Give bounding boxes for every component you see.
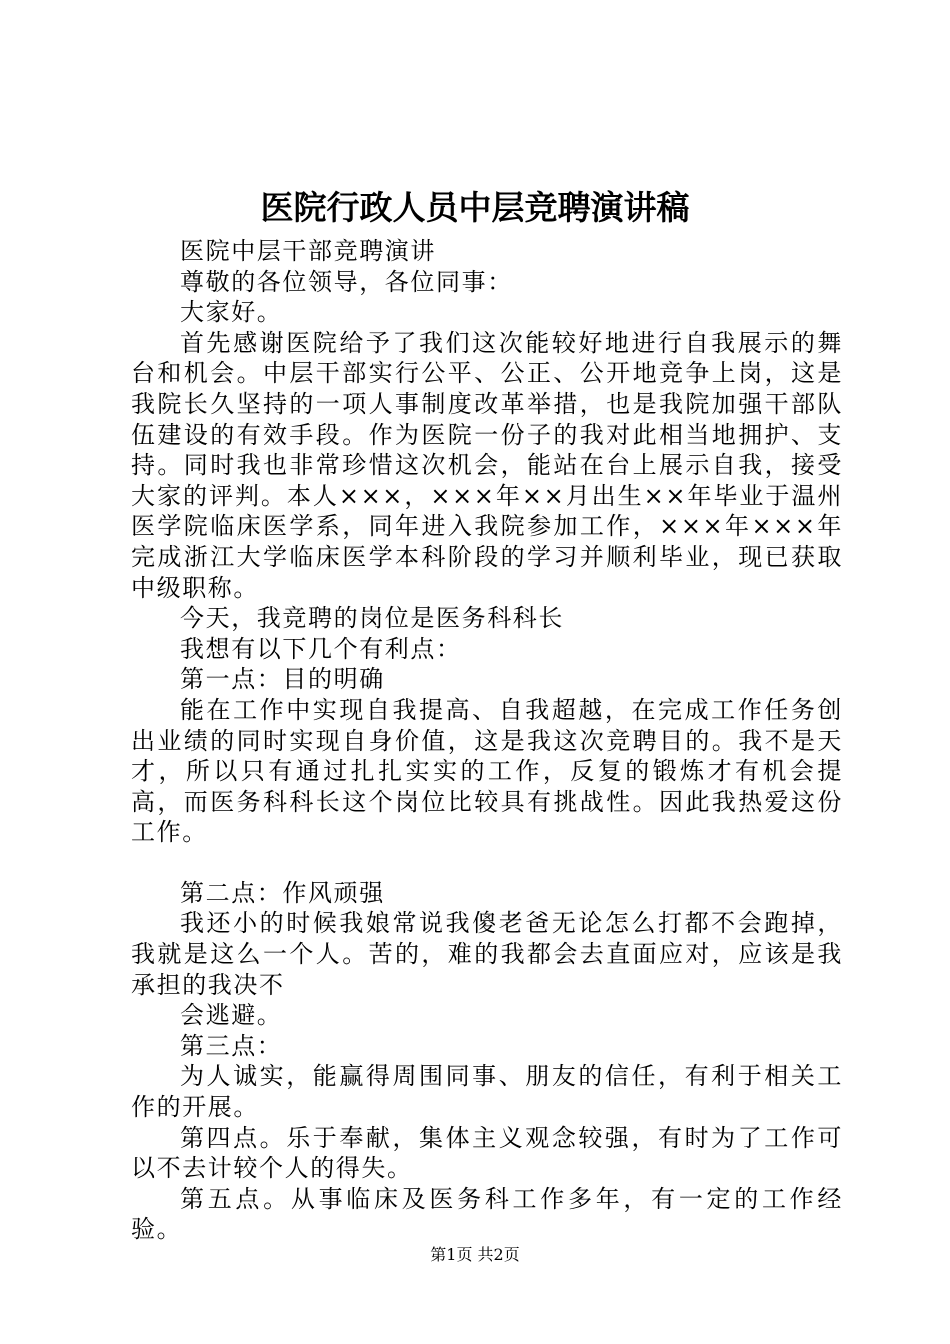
paragraph-point-five: 第五点。从事临床及医务科工作多年，有一定的工作经验。 <box>131 1184 843 1244</box>
paragraph-point-two-heading: 第二点：作风顽强 <box>180 878 385 907</box>
paragraph-point-four: 第四点。乐于奉献，集体主义观念较强，有时为了工作可以不去计较个人的得失。 <box>131 1123 843 1183</box>
paragraph-subtitle: 医院中层干部竞聘演讲 <box>180 237 436 265</box>
paragraph-introduction: 首先感谢医院给予了我们这次能较好地进行自我展示的舞台和机会。中层干部实行公平、公正、公开地竞争上岗，这是我院长久坚持的一项人事制度改革举措，也是我院加强干部队伍建设的有效手段。作为医院一份子的我对此相当地拥护、支持。同时我也非常珍惜这次机会，能站在台上展示自我，接受大家的评判。本人×××，×××年××月出生××年毕业于温州医学院临床医学系，同年进入我院参加工作，×××年×××年完成浙江大学临床医学本科阶段的学习并顺利毕业，现已获取中级职称。 <box>131 328 843 602</box>
paragraph-salutation: 尊敬的各位领导，各位同事： <box>180 267 513 296</box>
paragraph-point-two-body: 我还小的时候我娘常说我傻老爸无论怎么打都不会跑掉，我就是这么一个人。苦的，难的我都会去直面应对，应该是我承担的我决不 <box>131 909 843 999</box>
paragraph-point-three-heading: 第三点： <box>180 1031 283 1060</box>
document-title: 医院行政人员中层竞聘演讲稿 <box>260 188 690 227</box>
paragraph-greeting: 大家好。 <box>180 298 283 327</box>
page-indicator: 第1页 共2页 <box>430 1245 520 1264</box>
paragraph-point-one-heading: 第一点：目的明确 <box>180 665 385 694</box>
paragraph-point-one-body: 能在工作中实现自我提高、自我超越，在完成工作任务创出业绩的同时实现自身价值，这是我这次竞聘目的。我不是天才，所以只有通过扎扎实实的工作，反复的锻炼才有机会提高，而医务科科长这个岗位比较具有挑战性。因此我热爱这份工作。 <box>131 695 843 847</box>
paragraph-point-two-continuation: 会逃避。 <box>180 1001 283 1030</box>
paragraph-position: 今天，我竞聘的岗位是医务科科长 <box>180 604 564 633</box>
paragraph-point-three-body: 为人诚实，能赢得周围同事、朋友的信任，有利于相关工作的开展。 <box>131 1062 843 1122</box>
document-body <box>131 236 843 1245</box>
paragraph-advantages-intro: 我想有以下几个有利点： <box>180 634 462 663</box>
